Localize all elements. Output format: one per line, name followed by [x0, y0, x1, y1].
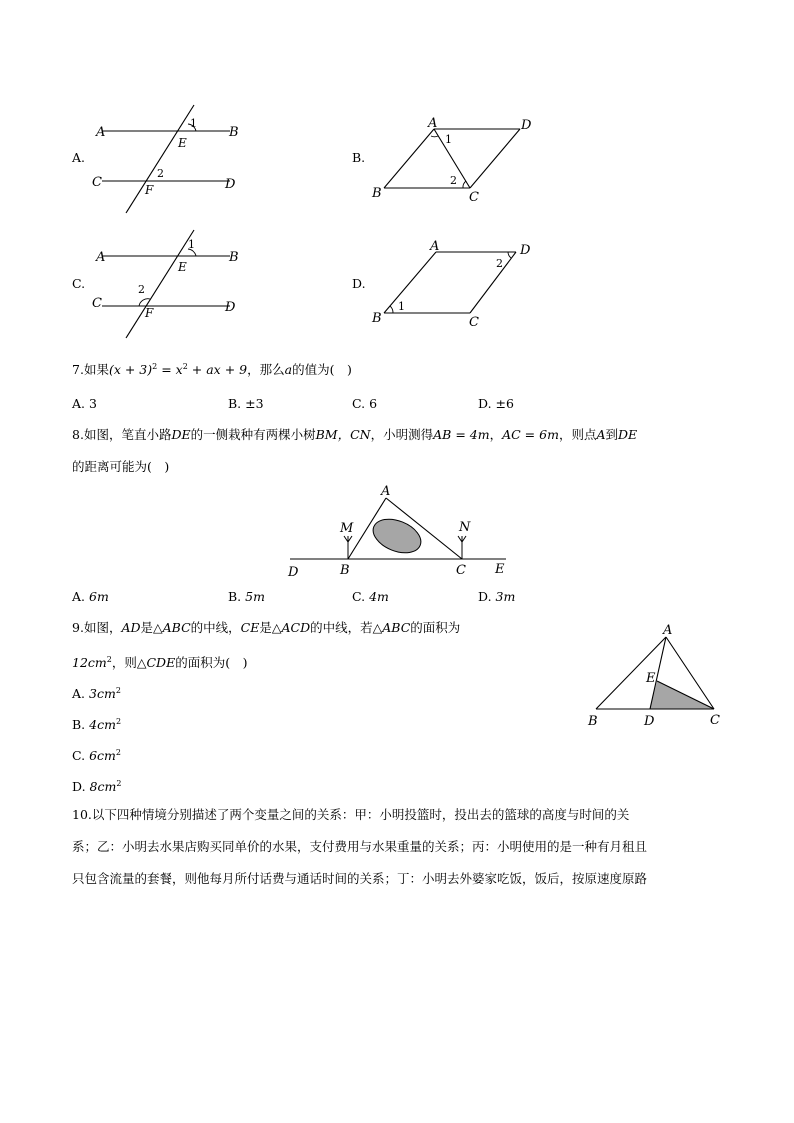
option-value: 4m: [369, 589, 389, 604]
option-label: A.: [72, 396, 86, 411]
q8-fig-d: D: [288, 565, 299, 580]
q6d-point-c: C: [469, 315, 479, 330]
q6-option-c-label[interactable]: C.: [72, 276, 86, 291]
q8-option-d[interactable]: [478, 589, 515, 605]
option-label: D.: [72, 779, 86, 794]
option-label: B.: [228, 396, 242, 411]
option-value: 3m: [495, 589, 516, 604]
q7-stem: [72, 359, 352, 378]
q6c-point-a: A: [96, 250, 106, 265]
q9-stem-line2: [72, 652, 247, 671]
q7-option-d[interactable]: [478, 396, 514, 412]
q9-option-c[interactable]: [72, 745, 121, 764]
q9-ad: AD: [121, 620, 141, 635]
q6-option-a-label[interactable]: A.: [72, 150, 86, 165]
option-label: D.: [478, 589, 492, 604]
q7-text-before: 如果: [83, 362, 109, 377]
q6a-angle-1: 1: [190, 117, 197, 130]
q7-exp2: 2: [182, 362, 188, 371]
q9-number: 9.: [72, 620, 84, 635]
q6c-point-d: D: [225, 300, 236, 315]
q7-option-b[interactable]: [228, 396, 264, 412]
q9-fig-e: E: [646, 671, 656, 686]
q6a-point-d: D: [225, 177, 236, 192]
q9-text: 的中线，: [190, 620, 241, 635]
q6-figure-a: [90, 100, 250, 220]
q6b-point-a: A: [428, 116, 438, 131]
option-value: 6cm: [89, 748, 116, 763]
q6c-point-b: B: [229, 250, 239, 265]
q7-var: a: [284, 362, 293, 377]
q8-option-c[interactable]: [352, 589, 389, 605]
q6d-point-a: A: [430, 239, 440, 254]
q9-abc: △ABC: [372, 620, 411, 635]
q6-figure-c: [90, 225, 250, 345]
q8-bm-cn: BM，CN: [315, 427, 371, 442]
q6a-angle-2: 2: [157, 167, 164, 180]
option-label: C.: [352, 589, 366, 604]
option-label: B.: [228, 589, 242, 604]
q7-expr-rhs: + ax + 9: [187, 362, 248, 377]
q6c-angle-2: 2: [138, 283, 145, 296]
q6b-point-c: C: [469, 190, 479, 205]
q8-fig-b: B: [340, 563, 350, 578]
q7-text-mid: ，那么: [247, 362, 285, 377]
q9-acd: △ACD: [271, 620, 311, 635]
option-exp: 2: [116, 779, 122, 788]
q8-figure: [286, 480, 512, 580]
q9-option-b[interactable]: [72, 714, 121, 733]
q9-ce: CE: [240, 620, 260, 635]
option-value: 5m: [245, 589, 265, 604]
q8-point-a: A: [596, 427, 606, 442]
q6b-angle-1: 1: [445, 133, 452, 146]
q8-fig-e: E: [495, 562, 505, 577]
q8-option-a[interactable]: [72, 589, 109, 605]
q8-option-b[interactable]: [228, 589, 265, 605]
q7-option-a[interactable]: [72, 396, 97, 412]
q8-de: DE: [171, 427, 191, 442]
q9-figure: [584, 620, 724, 730]
option-value: 3: [89, 396, 97, 411]
q9-abc: △ABC: [153, 620, 191, 635]
q10-line2: 系；乙：小明去水果店购买同单价的水果，支付费用与水果重量的关系；丙：小明使用的是一种有月租且: [72, 839, 648, 854]
q8-stem-line2: 的距离可能为( ): [72, 459, 170, 474]
q7-expr-eq: = x: [157, 362, 183, 377]
q6d-angle-2: 2: [496, 257, 503, 270]
option-label: B.: [72, 717, 86, 732]
option-exp: 2: [115, 748, 121, 757]
q6d-point-d: D: [520, 243, 531, 258]
q7-exp: 2: [152, 362, 158, 371]
q8-text: 如图，笔直小路: [83, 427, 172, 442]
q9-text: 是: [140, 620, 154, 635]
q6d-point-b: B: [372, 311, 382, 326]
q9-fig-c: C: [710, 713, 720, 728]
q9-text: 的面积为: [410, 620, 461, 635]
q6a-point-f: F: [145, 183, 154, 197]
q10-line1: 10.以下四种情境分别描述了两个变量之间的关系：甲：小明投篮时，投出去的篮球的高度与时间的关: [72, 807, 630, 822]
q9-text: 的中线，若: [310, 620, 373, 635]
q8-text: ，: [489, 427, 503, 442]
q9-area: 12cm: [72, 655, 107, 670]
q7-text-after: 的值为( ): [292, 362, 352, 377]
q7-option-c[interactable]: [352, 396, 377, 412]
q9-fig-b: B: [588, 714, 598, 729]
q6-figure-b: [368, 115, 538, 210]
q8-number: 8.: [72, 427, 84, 442]
q8-fig-m: M: [340, 521, 354, 536]
q9-area-exp: 2: [106, 655, 112, 664]
q6a-point-c: C: [92, 175, 102, 190]
q6b-point-d: D: [521, 118, 532, 133]
q6c-point-e: E: [178, 260, 187, 274]
q9-option-d[interactable]: [72, 776, 121, 795]
option-exp: 2: [115, 686, 121, 695]
q9-stem-line1: [72, 620, 460, 636]
q6-option-b-label[interactable]: B.: [352, 150, 366, 165]
q8-fig-c: C: [456, 563, 466, 578]
option-value: 4cm: [89, 717, 116, 732]
q8-text: ，则点: [558, 427, 597, 442]
q6b-point-b: B: [372, 186, 382, 201]
q8-fig-n: N: [459, 520, 471, 535]
q10-line3: 只包含流量的套餐，则他每月所付话费与通话时间的关系；丁：小明去外婆家吃饭，饭后，按原速度原路: [72, 871, 648, 886]
q9-text: ，则: [111, 655, 137, 670]
q8-text: 到: [605, 427, 618, 442]
option-value: ±3: [245, 396, 264, 411]
q9-fig-a: A: [663, 623, 673, 638]
option-label: C.: [352, 396, 366, 411]
option-value: 6: [369, 396, 378, 411]
q8-fig-a: A: [381, 484, 391, 499]
q9-text: 是: [259, 620, 272, 635]
q8-stem-line1: [72, 427, 637, 443]
q9-text: 如图，: [83, 620, 122, 635]
q6a-point-b: B: [229, 125, 239, 140]
q9-fig-d: D: [644, 714, 655, 729]
q9-cde: △CDE: [136, 655, 176, 670]
q6c-point-c: C: [92, 296, 102, 311]
q8-text: 的一侧栽种有两棵小树: [190, 427, 316, 442]
q7-expr-lhs: (x + 3): [108, 362, 153, 377]
q6d-angle-1: 1: [398, 300, 405, 313]
option-value: 6m: [89, 589, 109, 604]
option-exp: 2: [115, 717, 122, 726]
option-value: ±6: [495, 396, 514, 411]
option-label: A.: [72, 589, 86, 604]
q6-option-d-label[interactable]: D.: [352, 276, 366, 291]
q6c-angle-1: 1: [188, 238, 195, 251]
option-label: C.: [72, 748, 86, 763]
q6b-angle-2: 2: [450, 174, 457, 187]
q7-number: 7.: [72, 362, 84, 377]
q9-text: 的面积为( ): [175, 655, 248, 670]
q6a-point-e: E: [178, 136, 187, 150]
q8-de: DE: [618, 427, 638, 442]
option-label: A.: [72, 686, 86, 701]
q6-figure-d: [368, 238, 538, 333]
q6c-point-f: F: [145, 306, 154, 320]
q9-option-a[interactable]: [72, 683, 121, 702]
option-label: D.: [478, 396, 492, 411]
q6a-point-a: A: [96, 125, 106, 140]
option-value: 8cm: [89, 779, 117, 794]
option-value: 3cm: [89, 686, 116, 701]
q8-text: ，小明测得: [370, 427, 434, 442]
q8-ab: AB = 4m: [433, 427, 490, 442]
q8-ac: AC = 6m: [502, 427, 559, 442]
